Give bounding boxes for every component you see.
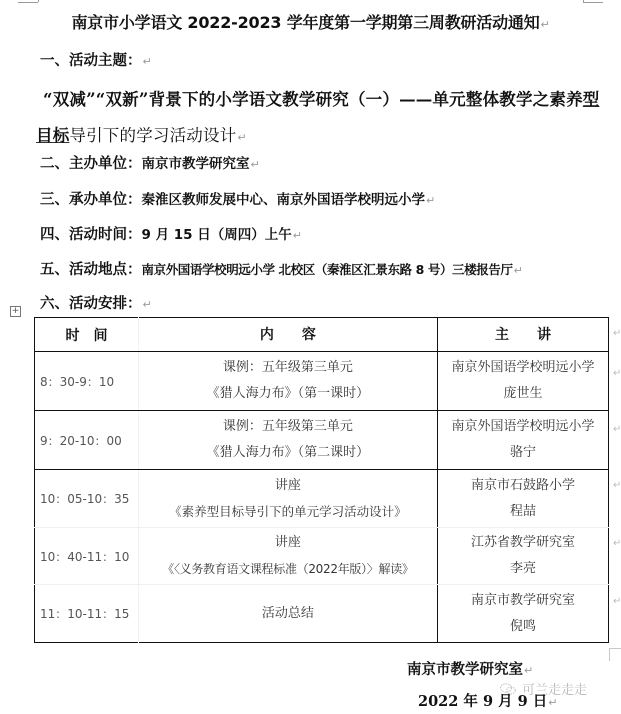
section-organizer: 三、承办单位：秦淮区教师发展中心、南京外国语学校明远小学↵	[40, 191, 436, 208]
cell-speaker: 江苏省教学研究室 李亮	[437, 528, 608, 585]
section-host: 二、主办单位：南京市教学研究室↵	[40, 155, 260, 172]
table-header-row	[35, 318, 609, 352]
watermark: 可兰走走走	[500, 679, 587, 698]
crop-mark-top-right-vertical	[583, 0, 584, 2]
cell-time: 11：10-11：15	[35, 585, 139, 643]
document-title: 南京市小学语文 2022-2023 学年度第一学期第三周教研活动通知↵	[71, 13, 550, 32]
header-speaker: 主 讲	[437, 318, 608, 352]
crop-mark-top-left-vertical	[38, 0, 39, 2]
signature-date: 2022 年 9 月 9 日↵	[418, 693, 558, 710]
cell-time: 9：20-10：00	[35, 411, 139, 470]
cell-time: 8：30-9：10	[35, 352, 139, 411]
row-end-mark: ↵	[613, 596, 621, 607]
cell-content: 课例：五年级第三单元 《猎人海力布》（第二课时）	[138, 411, 437, 470]
section-theme-heading: 一、活动主题：↵	[40, 52, 152, 69]
table-row	[35, 411, 609, 470]
cell-speaker: 南京市教学研究室 倪鸣	[470, 592, 575, 634]
schedule-table	[34, 317, 609, 643]
row-end-mark: ↵	[613, 328, 621, 339]
move-table-icon[interactable]: +	[11, 306, 20, 316]
crop-mark-bottom-right	[609, 648, 621, 661]
theme-line-2: 目标导引下的学习活动设计↵	[36, 126, 247, 145]
row-end-mark: ↵	[613, 480, 621, 491]
crop-mark-top-left	[18, 0, 38, 3]
row-end-mark: ↵	[613, 424, 621, 435]
row-end-mark: ↵	[613, 538, 621, 549]
spellcheck-underline: 型	[582, 90, 600, 109]
header-content: 内 容	[138, 318, 437, 352]
cell-time: 10：05-10：35	[35, 470, 139, 528]
cell-speaker: 南京市石鼓路小学 程喆	[437, 470, 608, 528]
cell-content: 讲座 《素养型目标导引下的单元学习活动设计》	[138, 470, 437, 528]
paragraph-mark: ↵	[540, 18, 550, 31]
section-time: 四、活动时间：9 月 15 日（周四）上午↵	[40, 226, 302, 243]
signature-org: 南京市教学研究室↵	[407, 661, 534, 678]
table-row	[35, 528, 609, 585]
cell-content: 讲座 《〈义务教育语文课程标准（2022年版）〉解读》	[138, 528, 437, 585]
cell-speaker: 南京外国语学校明远小学 骆宁	[437, 411, 608, 470]
spellcheck-underline: 目标	[36, 126, 70, 145]
table-row	[35, 585, 609, 643]
cell-time: 10：40-11：10	[35, 528, 139, 585]
table-row	[35, 352, 609, 411]
cell-content: 活动总结	[138, 585, 437, 643]
crop-mark-top-right	[583, 0, 603, 3]
section-schedule-heading: 六、活动安排：↵	[40, 295, 152, 312]
wechat-icon	[500, 683, 516, 695]
cell-content: 课例：五年级第三单元 《猎人海力布》（第一课时）	[138, 352, 437, 411]
row-end-mark: ↵	[613, 368, 621, 379]
cell-speaker: 南京外国语学校明远小学 庞世生	[437, 352, 608, 411]
theme-line-1: “双减”“双新”背景下的小学语文教学研究（一）——单元整体教学之素养型	[43, 90, 600, 109]
section-location: 五、活动地点：南京外国语学校明远小学 北校区（秦淮区汇景东路 8 号）三楼报告厅↵	[40, 261, 523, 278]
header-time: 时 间	[35, 318, 139, 352]
table-row	[35, 470, 609, 528]
